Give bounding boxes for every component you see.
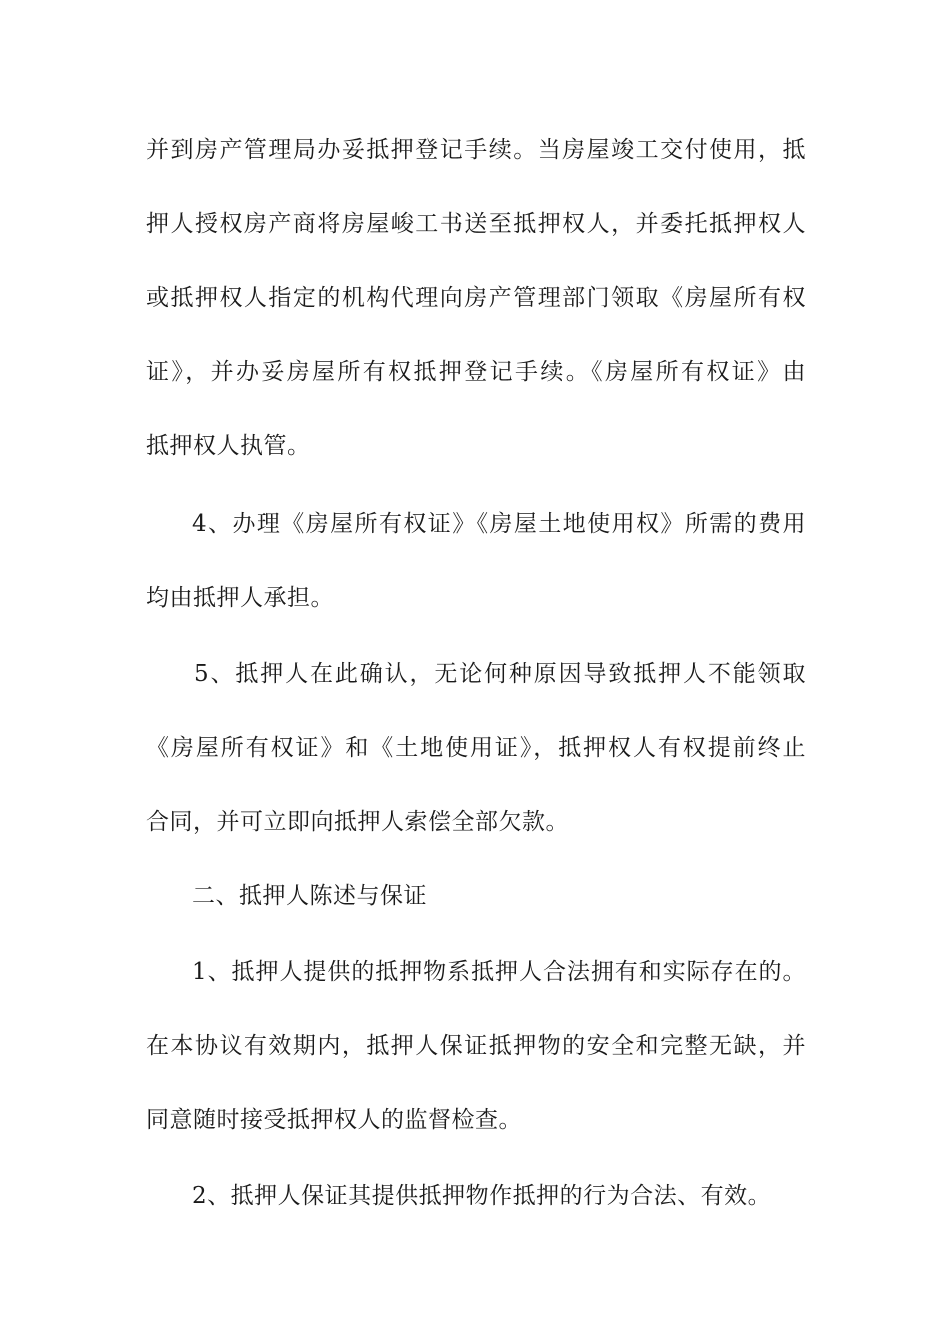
text-line-item-2: 2、抵押人保证其提供抵押物作抵押的行为合法、有效。 (192, 1183, 772, 1209)
text-line-item-1: 1、抵押人提供的抵押物系抵押人合法拥有和实际存在的。 (192, 959, 806, 985)
text-line: 合同，并可立即向抵押人索偿全部欠款。 (146, 809, 569, 835)
text-line: 押人授权房产商将房屋峻工书送至抵押权人，并委托抵押权人 (146, 211, 806, 237)
text-line: 同意随时接受抵押权人的监督检查。 (146, 1107, 522, 1133)
text-line: 或抵押权人指定的机构代理向房产管理部门领取《房屋所有权 (146, 285, 806, 311)
section-heading: 二、抵押人陈述与保证 (192, 883, 427, 909)
text-line: 在本协议有效期内，抵押人保证抵押物的安全和完整无缺，并 (146, 1033, 806, 1059)
text-line: 并到房产管理局办妥抵押登记手续。当房屋竣工交付使用，抵 (146, 137, 806, 163)
text-line: 证》，并办妥房屋所有权抵押登记手续。《房屋所有权证》由 (146, 359, 806, 385)
text-line-item-5: 5、抵押人在此确认，无论何种原因导致抵押人不能领取 (194, 661, 806, 687)
text-line: 抵押权人执管。 (146, 433, 311, 459)
text-line: 均由抵押人承担。 (146, 585, 334, 611)
text-line-item-4: 4、办理《房屋所有权证》《房屋土地使用权》所需的费用 (192, 511, 806, 537)
text-line: 《房屋所有权证》和《土地使用证》，抵押权人有权提前终止 (146, 735, 806, 761)
